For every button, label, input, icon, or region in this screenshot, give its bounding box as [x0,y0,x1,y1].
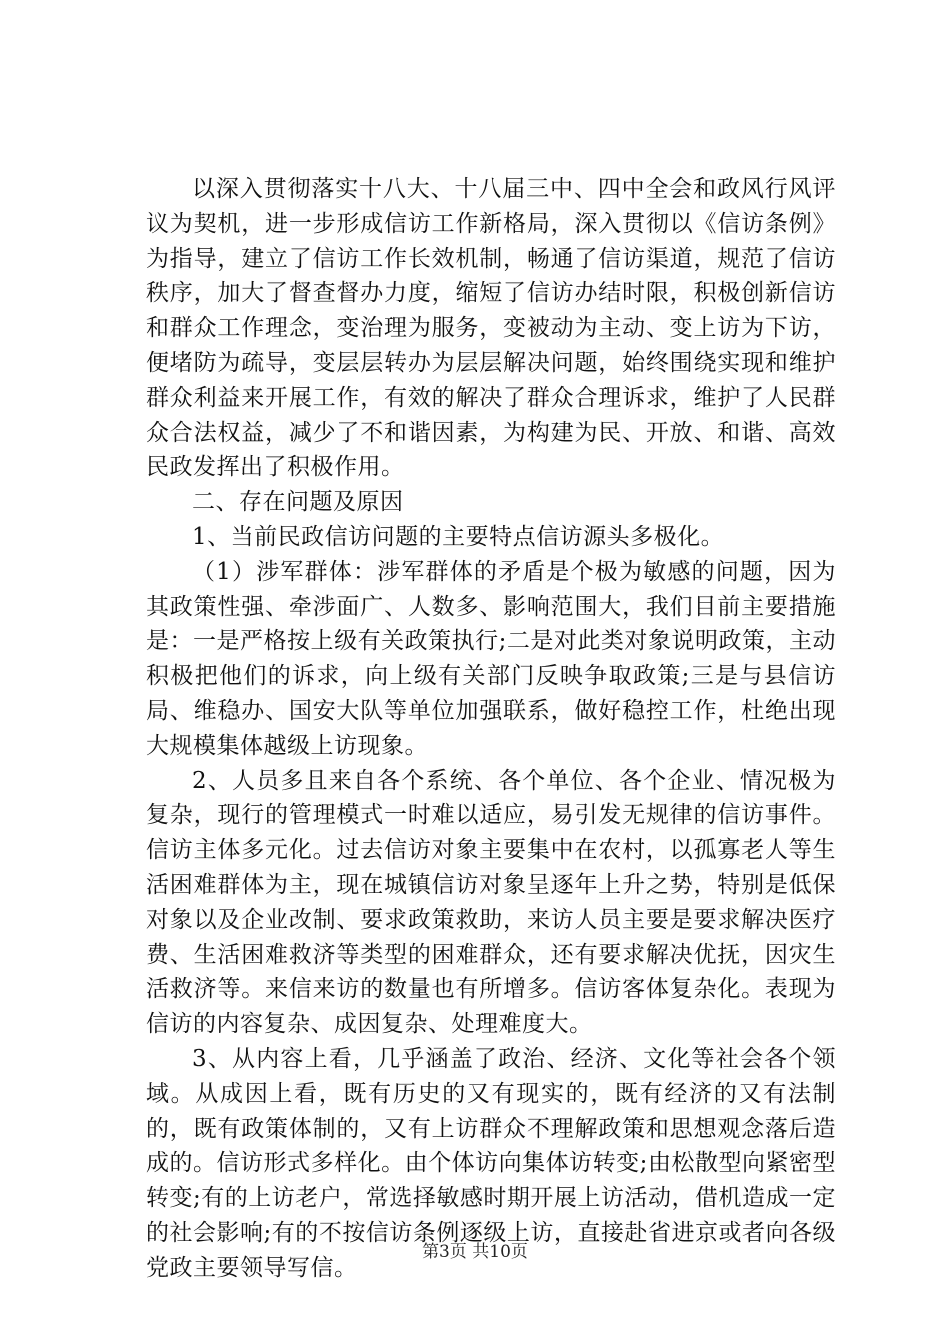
paragraph-point-2: 2、人员多且来自各个系统、各个单位、各个企业、情况极为复杂，现行的管理模式一时难以适应，易引发无规律的信访事件。信访主体多元化。过去信访对象主要集中在农村，以孤寡老人等生活困难群体为主，现在城镇信访对象呈逐年上升之势，特别是低保对象以及企业改制、要求政策救助，来访人员主要是要求解决医疗费、生活困难救济等类型的困难群众，还有要求解决优抚，因灾生活救济等。来信来访的数量也有所增多。信访客体复杂化。表现为信访的内容复杂、成因复杂、处理难度大。 [146,767,836,1038]
page-footer: 第3页 共10页 [422,1242,528,1262]
paragraph-point-1: 1、当前民政信访问题的主要特点信访源头多极化。 [192,523,725,550]
section-heading: 二、存在问题及原因 [192,489,404,516]
paragraph-point-3: 3、从内容上看，几乎涵盖了政治、经济、文化等社会各个领域。从成因上看，既有历史的又有现实的，既有经济的又有法制的，既有政策体制的，又有上访群众不理解政策和思想观念落后造成的。信访形式多样化。由个体访向集体访转变;由松散型向紧密型转变;有的上访老户，常选择敏感时期开展上访活动，借机造成一定的社会影响;有的不按信访条例逐级上访，直接赴省进京或者向各级党政主要领导写信。 [146,1045,836,1281]
paragraph-intro: 以深入贯彻落实十八大、十八届三中、四中全会和政风行风评议为契机，进一步形成信访工作新格局，深入贯彻以《信访条例》为指导，建立了信访工作长效机制，畅通了信访渠道，规范了信访秩序，加大了督查督办力度，缩短了信访办结时限，积极创新信访和群众工作理念，变治理为服务，变被动为主动、变上访为下访，便堵防为疏导，变层层转办为层层解决问题，始终围绕实现和维护群众利益来开展工作，有效的解决了群众合理诉求，维护了人民群众合法权益，减少了不和谐因素，为构建为民、开放、和谐、高效民政发挥出了积极作用。 [146,176,836,481]
paragraph-subpoint-1: （1）涉军群体：涉军群体的矛盾是个极为敏感的问题，因为其政策性强、牵涉面广、人数多、影响范围大，我们目前主要措施是：一是严格按上级有关政策执行;二是对此类对象说明政策，主动积极把他们的诉求，向上级有关部门反映争取政策;三是与县信访局、维稳办、国安大队等单位加强联系，做好稳控工作，杜绝出现大规模集体越级上访现象。 [146,558,836,759]
document-body [146,172,836,1286]
